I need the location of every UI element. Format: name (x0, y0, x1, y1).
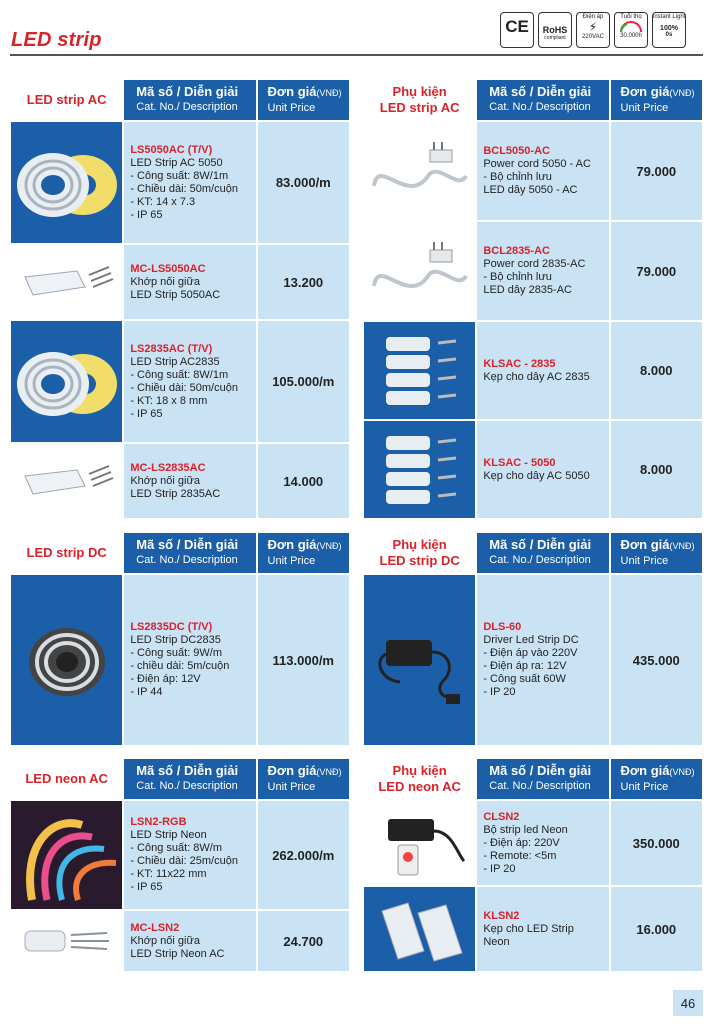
section-title: Phụ kiện LED strip DC (379, 537, 460, 568)
section-header (11, 80, 349, 120)
voltage-value: 220VAC (582, 34, 604, 40)
description-line: Bộ strip led Neon (483, 823, 568, 836)
product-description (477, 575, 608, 745)
description-line: Khớp nối giữa (130, 474, 200, 487)
product-code: KLSAC - 5050 (483, 456, 556, 469)
product-description (477, 222, 608, 320)
description-header (477, 533, 608, 573)
description-line: Kẹp cho dây AC 2835 (483, 370, 590, 383)
product-row (11, 801, 349, 909)
description-line: - IP 65 (130, 208, 163, 221)
description-line: Kẹp cho dây AC 5050 (483, 469, 590, 482)
description-line: LED dây 2835-AC (483, 284, 572, 296)
product-description (124, 801, 255, 909)
product-code: KLSN2 (483, 909, 520, 922)
description-line: - Điện áp ra: 12V (483, 660, 567, 672)
page-title: LED strip (11, 29, 102, 51)
description-header-vn: Mã số / Diễn giải (489, 537, 592, 552)
section-title: LED strip DC (26, 545, 107, 560)
driver-adapter-image (364, 575, 475, 745)
description-line: Power cord 2835-AC (483, 258, 586, 270)
voltage-caption: Điện áp (582, 14, 604, 20)
description-header (477, 759, 608, 799)
product-description (124, 245, 255, 319)
neon-connector-image (11, 911, 122, 971)
lifetime-value: 30.000h (620, 33, 642, 39)
price-header-en: Unit Price (620, 102, 669, 114)
product-price: 13.200 (258, 245, 349, 319)
description-line: - IP 65 (130, 407, 163, 420)
product-price: 24.700 (258, 911, 349, 971)
description-line: - IP 20 (483, 686, 516, 698)
description-line: Khớp nối giữa (130, 934, 200, 947)
led-strip-dc-reel-image (11, 575, 122, 745)
clip-image (364, 421, 475, 518)
price-header-vn: Đơn giá(VNĐ) (620, 84, 695, 99)
product-price: 8.000 (611, 421, 702, 518)
description-header-vn: Mã số / Diễn giải (489, 763, 592, 778)
description-line: - IP 20 (483, 862, 516, 875)
product-code: KLSAC - 2835 (483, 357, 556, 370)
description-line: Khớp nối giữa (130, 275, 200, 288)
power-cord-image (364, 122, 475, 220)
description-line: - Công suất: 8W/1m (130, 169, 229, 182)
product-description (124, 321, 255, 442)
instant-caption: Instant Light (652, 14, 686, 20)
section-header (11, 759, 349, 799)
product-code: LS2835AC (T/V) (130, 342, 213, 355)
neon-rgb-image (11, 801, 122, 909)
clip-image (364, 322, 475, 419)
description-header-vn: Mã số / Diễn giải (136, 537, 239, 552)
description-line: - KT: 18 x 8 mm (130, 394, 208, 407)
product-description (477, 322, 608, 419)
product-code: LS5050AC (T/V) (130, 143, 213, 156)
product-row (11, 245, 349, 319)
price-header-en: Unit Price (267, 555, 316, 567)
product-code: LS2835DC (T/V) (130, 621, 213, 633)
description-line: - Remote: <5m (483, 849, 557, 862)
description-line: LED Strip DC2835 (130, 634, 221, 646)
description-line: Power cord 5050 - AC (483, 158, 591, 170)
price-header-vn: Đơn giá(VNĐ) (267, 84, 342, 99)
page-number: 46 (673, 990, 703, 1016)
price-header (611, 759, 702, 799)
title-divider (10, 54, 703, 56)
product-price: 83.000/m (258, 122, 349, 243)
product-row (11, 575, 349, 745)
section-led-strip-dc (11, 533, 349, 745)
lifetime-caption: Tuổi thọ (620, 14, 642, 20)
product-description (477, 122, 608, 220)
power-cord-image (364, 222, 475, 320)
ce-label: CE (505, 17, 529, 36)
led-strip-reel-image (11, 122, 122, 243)
description-header-vn: Mã số / Diễn giải (136, 84, 239, 99)
ce-mark-icon (500, 12, 534, 48)
product-row (364, 122, 702, 220)
description-line: - Chiều dài: 25m/cuộn (130, 855, 238, 867)
description-line: LED Strip 2835AC (130, 487, 221, 500)
description-header-vn: Mã số / Diễn giải (489, 84, 592, 99)
description-header-en: Cat. No./ Description (489, 101, 591, 113)
section-title: Phụ kiện LED neon AC (378, 763, 461, 794)
description-line: - Bộ chỉnh lưu (483, 271, 552, 283)
price-header-en: Unit Price (267, 102, 316, 114)
description-header (124, 759, 255, 799)
section-accessories-strip-dc (364, 533, 702, 745)
product-row (364, 322, 702, 419)
product-description (124, 444, 255, 518)
product-price: 350.000 (611, 801, 702, 885)
description-line: - Công suất 60W (483, 673, 566, 685)
product-row (11, 122, 349, 243)
description-header-en: Cat. No./ Description (489, 780, 591, 792)
section-accessories-neon-ac (364, 759, 702, 971)
price-header-en: Unit Price (620, 781, 669, 793)
led-strip-reel-image (11, 321, 122, 442)
description-header-vn: Mã số / Diễn giải (136, 763, 239, 778)
section-led-strip-ac (11, 80, 349, 518)
description-line: - Chiều dài: 50m/cuộn (130, 182, 238, 195)
rohs-sub-label: compliant (544, 35, 566, 41)
product-description (124, 575, 255, 745)
gauge-icon (619, 21, 643, 33)
product-code: DLS-60 (483, 621, 522, 633)
description-line: - Điện áp: 220V (483, 836, 560, 849)
certification-badges (500, 12, 686, 48)
price-header-en: Unit Price (267, 781, 316, 793)
section-title: LED strip AC (26, 92, 107, 107)
section-header (364, 533, 702, 573)
description-line: - chiều dài: 5m/cuộn (130, 660, 230, 672)
description-line: - KT: 14 x 7.3 (130, 195, 196, 208)
product-description (124, 911, 255, 971)
instant-light-icon (652, 12, 686, 48)
description-line: - Công suất: 8W/1m (130, 368, 229, 381)
price-header (258, 759, 349, 799)
product-code: MC-LSN2 (130, 921, 180, 934)
voltage-icon (576, 12, 610, 48)
rohs-label: RoHS (542, 25, 568, 35)
section-led-neon-ac (11, 759, 349, 971)
connector-image (11, 444, 122, 518)
price-header (258, 80, 349, 120)
product-row (364, 575, 702, 745)
neon-clip-image (364, 887, 475, 971)
product-description (477, 801, 608, 885)
description-line: - Điện áp vào 220V (483, 647, 578, 659)
section-header (11, 533, 349, 573)
product-price: 105.000/m (258, 321, 349, 442)
instant-sub: 0s (665, 32, 673, 38)
product-row (364, 222, 702, 320)
lifetime-icon (614, 12, 648, 48)
price-header (611, 533, 702, 573)
product-description (124, 122, 255, 243)
product-row (364, 887, 702, 971)
product-price: 14.000 (258, 444, 349, 518)
section-title: LED neon AC (25, 771, 108, 786)
product-price: 79.000 (611, 122, 702, 220)
product-row (364, 801, 702, 885)
connector-image (11, 245, 122, 319)
description-line: - Chiều dài: 50m/cuộn (130, 381, 238, 394)
instant-value: 100% (660, 25, 678, 32)
description-line: - Công suất: 8W/m (130, 842, 223, 854)
product-description (477, 887, 608, 971)
section-accessories-strip-ac (364, 80, 702, 518)
rohs-icon (538, 12, 572, 48)
product-description (477, 421, 608, 518)
product-row (11, 321, 349, 442)
price-header-vn: Đơn giá(VNĐ) (620, 763, 695, 778)
description-header-en: Cat. No./ Description (136, 554, 238, 566)
neon-controller-image (364, 801, 475, 885)
price-header-vn: Đơn giá(VNĐ) (267, 537, 342, 552)
product-row (11, 444, 349, 518)
description-line: LED Strip Neon AC (130, 947, 225, 960)
description-line: Neon (483, 935, 510, 948)
description-line: - IP 44 (130, 686, 163, 698)
product-code: BCL5050-AC (483, 145, 550, 157)
price-header (611, 80, 702, 120)
product-price: 8.000 (611, 322, 702, 419)
price-header-en: Unit Price (620, 555, 669, 567)
description-line: LED Strip AC 5050 (130, 156, 223, 169)
description-header (124, 533, 255, 573)
product-price: 113.000/m (258, 575, 349, 745)
product-code: MC-LS2835AC (130, 461, 206, 474)
description-line: - Công suất: 9W/m (130, 647, 223, 659)
product-price: 79.000 (611, 222, 702, 320)
description-line: LED Strip Neon (130, 829, 207, 841)
price-header-vn: Đơn giá(VNĐ) (620, 537, 695, 552)
product-price: 435.000 (611, 575, 702, 745)
section-title: Phụ kiện LED strip AC (379, 84, 460, 115)
product-code: CLSN2 (483, 810, 520, 823)
description-line: - Điện áp: 12V (130, 673, 201, 685)
product-row (11, 911, 349, 971)
section-header (364, 80, 702, 120)
product-code: LSN2-RGB (130, 816, 187, 828)
description-line: LED dây 5050 - AC (483, 184, 578, 196)
description-line: Kẹp cho LED Strip (483, 922, 574, 935)
product-code: BCL2835-AC (483, 245, 550, 257)
description-line: - KT: 11x22 mm (130, 868, 207, 880)
description-header-en: Cat. No./ Description (136, 101, 238, 113)
product-row (364, 421, 702, 518)
product-price: 262.000/m (258, 801, 349, 909)
lightning-icon: ⚡ (588, 20, 598, 34)
description-header (124, 80, 255, 120)
description-line: - IP 65 (130, 881, 163, 893)
description-header (477, 80, 608, 120)
product-price: 16.000 (611, 887, 702, 971)
description-line: - Bộ chỉnh lưu (483, 171, 552, 183)
description-header-en: Cat. No./ Description (136, 780, 238, 792)
description-line: LED Strip 5050AC (130, 288, 221, 301)
section-header (364, 759, 702, 799)
description-line: LED Strip AC2835 (130, 355, 220, 368)
description-line: Driver Led Strip DC (483, 634, 579, 646)
price-header (258, 533, 349, 573)
description-header-en: Cat. No./ Description (489, 554, 591, 566)
product-code: MC-LS5050AC (130, 262, 206, 275)
price-header-vn: Đơn giá(VNĐ) (267, 763, 342, 778)
